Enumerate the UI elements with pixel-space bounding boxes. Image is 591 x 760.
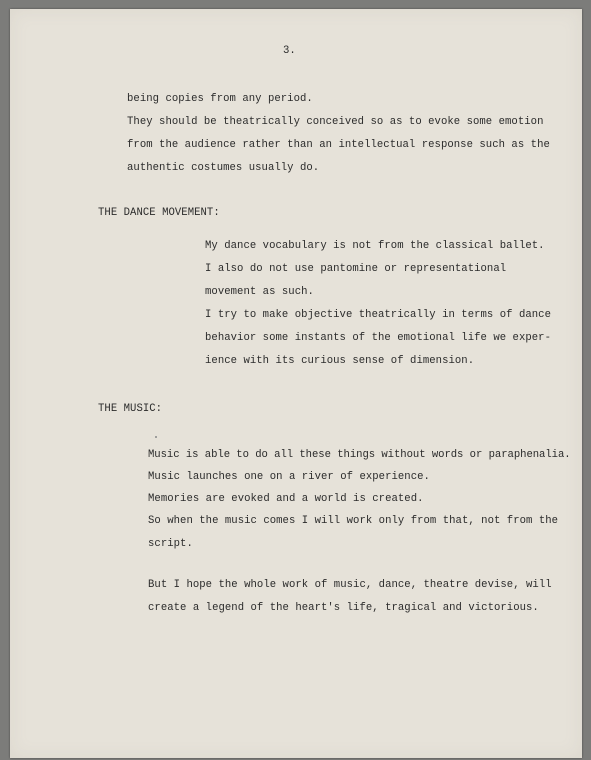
dance-line: My dance vocabulary is not from the classical ballet. [205, 240, 545, 252]
intro-line: They should be theatrically conceived so as to evoke some emotion [127, 116, 544, 128]
intro-line: authentic costumes usually do. [127, 162, 320, 174]
dance-line: movement as such. [205, 286, 314, 298]
typewritten-page [10, 9, 582, 758]
music-section-heading: THE MUSIC: [98, 403, 163, 415]
dance-line: behavior some instants of the emotional life we exper- [205, 332, 551, 344]
page-number: 3. [283, 45, 296, 57]
intro-line: being copies from any period. [127, 93, 313, 105]
ink-speck [155, 436, 157, 438]
closing-line: But I hope the whole work of music, dance, theatre devise, will [148, 579, 552, 591]
dance-section-heading: THE DANCE MOVEMENT: [98, 207, 220, 219]
closing-line: create a legend of the heart's life, tragical and victorious. [148, 602, 539, 614]
intro-line: from the audience rather than an intellectual response such as the [127, 139, 550, 151]
dance-line: I try to make objective theatrically in terms of dance [205, 309, 551, 321]
dance-line: ience with its curious sense of dimension. [205, 355, 475, 367]
music-line: script. [148, 538, 193, 550]
music-line: Memories are evoked and a world is created. [148, 493, 424, 505]
dance-line: I also do not use pantomine or representational [205, 263, 507, 275]
music-line: So when the music comes I will work only from that, not from the [148, 515, 559, 527]
music-line: Music launches one on a river of experience. [148, 471, 430, 483]
music-line: Music is able to do all these things without words or paraphenalia. [148, 449, 571, 461]
